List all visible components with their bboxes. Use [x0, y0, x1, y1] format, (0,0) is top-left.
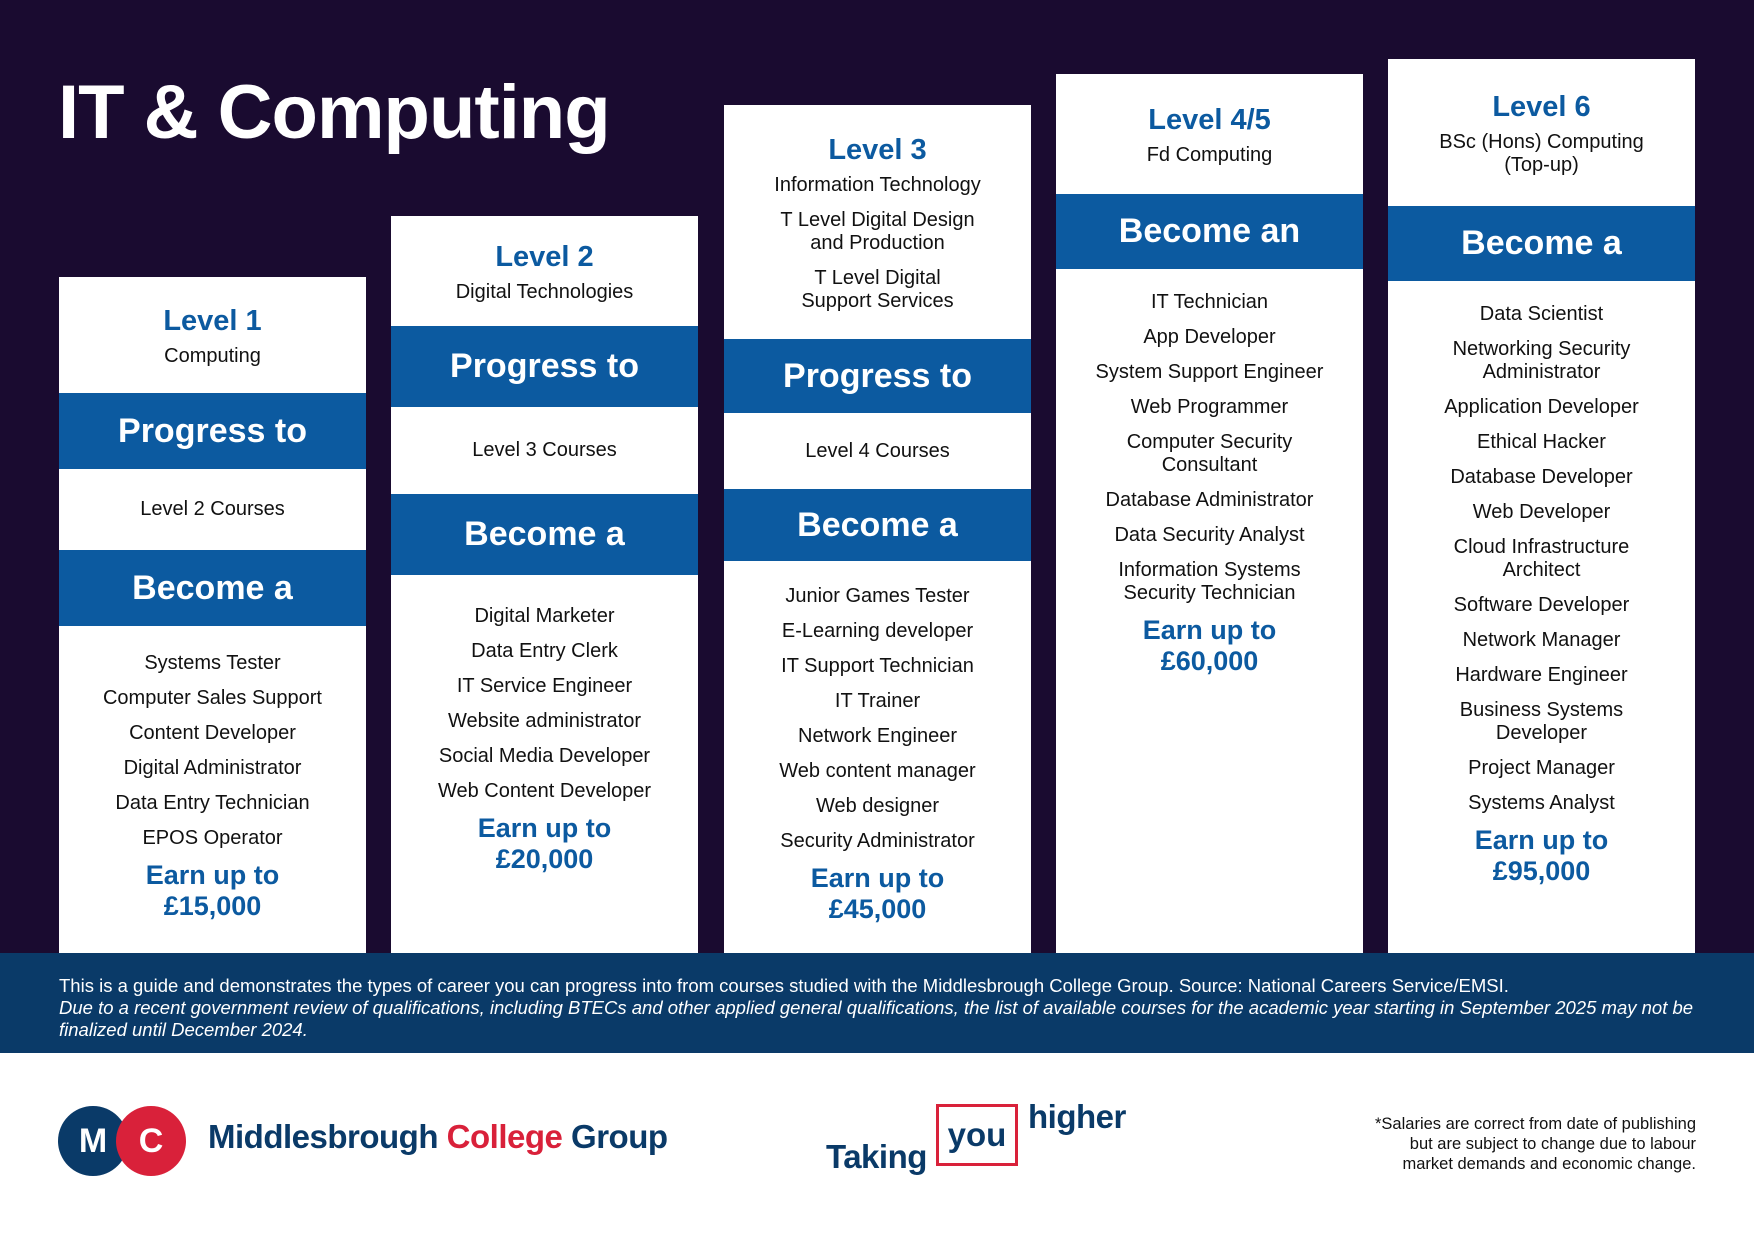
earn-label: Earn up to	[1474, 825, 1609, 855]
tagline-taking: Taking	[826, 1138, 927, 1175]
qualification: BSc (Hons) Computing (Top-up)	[1439, 130, 1644, 176]
job-title: App Developer	[1143, 326, 1276, 348]
job-title: IT Technician	[1150, 291, 1269, 313]
become-a-band: Become a	[1388, 206, 1695, 281]
qualification-list	[164, 339, 261, 368]
job-title: IT Service Engineer	[456, 675, 633, 697]
progress-to-band: Progress to	[724, 339, 1031, 413]
earn-value: £45,000	[828, 894, 927, 924]
become-a-band: Become a	[59, 550, 366, 626]
qualification-list	[1439, 125, 1644, 177]
job-title: Web Developer	[1472, 501, 1611, 523]
job-title: Website administrator	[447, 710, 642, 732]
column-header	[724, 105, 1031, 339]
info-footer	[0, 953, 1754, 1053]
guide-note: This is a guide and demonstrates the types of career you can progress into from courses studied with the Middlesbrough College Group. Source: National Careers Service/EMSI.	[59, 975, 1509, 996]
job-title: System Support Engineer	[1095, 361, 1324, 383]
college-name-part: College	[446, 1118, 563, 1155]
column-header	[391, 216, 698, 326]
college-name-part: Middlesbrough	[208, 1118, 447, 1155]
salary-disclaimer: *Salaries are correct from date of publishing but are subject to change due to labour market demands and economic change.	[1375, 1115, 1696, 1173]
job-title: IT Trainer	[834, 690, 921, 712]
column-header	[1056, 74, 1363, 194]
job-title: Data Security Analyst	[1114, 524, 1305, 546]
qualification: Digital Technologies	[455, 280, 634, 303]
become-a-band: Become a	[391, 494, 698, 575]
qualification: T Level Digital Design and Production	[780, 208, 975, 254]
job-title: Content Developer	[129, 722, 296, 744]
level-1-column	[59, 277, 366, 953]
earn-value: £15,000	[163, 891, 262, 921]
job-title: Digital Marketer	[474, 605, 615, 627]
tagline-you: you	[936, 1104, 1018, 1166]
job-title: Systems Analyst	[1468, 792, 1615, 814]
job-title: Database Developer	[1450, 466, 1633, 488]
next-level-courses: Level 2 Courses	[140, 498, 285, 520]
job-title: Junior Games Tester	[785, 585, 970, 607]
job-title: Cloud Infrastructure Architect	[1453, 536, 1630, 581]
job-title: Network Engineer	[798, 725, 957, 747]
job-title: Network Manager	[1462, 629, 1621, 651]
level-title: Level 6	[1492, 90, 1591, 123]
job-title: IT Support Technician	[781, 655, 974, 677]
next-level-courses: Level 3 Courses	[472, 439, 617, 461]
job-title: Business Systems Developer	[1459, 699, 1624, 744]
job-title: Systems Tester	[144, 652, 281, 674]
earn-value: £95,000	[1492, 856, 1591, 886]
qualification-review-note: Due to a recent government review of qualifications, including BTECs and other applied general qualifications, the list of available courses for the academic year starting in September 2025 may not be finalized until December 2024.	[59, 997, 1694, 1040]
qualification: T Level Digital Support Services	[801, 266, 954, 312]
job-list	[391, 575, 698, 875]
level-6-column	[1388, 59, 1695, 953]
job-list	[59, 626, 366, 922]
college-name-part: Group	[562, 1118, 668, 1155]
qualification: Computing	[164, 344, 261, 367]
job-title: Software Developer	[1453, 594, 1630, 616]
job-title: Data Entry Technician	[115, 792, 310, 814]
job-title: Social Media Developer	[438, 745, 651, 767]
level-title: Level 2	[495, 240, 594, 273]
qualification: Fd Computing	[1146, 143, 1273, 166]
job-list	[724, 561, 1031, 925]
job-title: Web content manager	[779, 760, 976, 782]
job-title: Digital Administrator	[123, 757, 302, 779]
job-title: Web Programmer	[1130, 396, 1289, 418]
become-an-band: Become an	[1056, 194, 1363, 269]
logo-c-circle: C	[116, 1106, 186, 1176]
progress-to-band: Progress to	[391, 326, 698, 407]
level-title: Level 3	[828, 133, 927, 166]
tagline-higher: higher	[1028, 1098, 1126, 1135]
job-title: Networking Security Administrator	[1452, 338, 1631, 383]
level-title: Level 4/5	[1148, 103, 1271, 136]
level-title: Level 1	[163, 304, 262, 337]
logo-m-circle: M	[58, 1106, 128, 1176]
column-header	[59, 277, 366, 393]
qualification-list	[774, 168, 980, 313]
qualification-list	[1147, 138, 1273, 167]
job-title: Project Manager	[1468, 757, 1615, 779]
become-a-band: Become a	[724, 489, 1031, 561]
college-name	[208, 1118, 668, 1156]
job-title: Database Administrator	[1105, 489, 1314, 511]
job-title: E-Learning developer	[781, 620, 974, 642]
progress-to-band: Progress to	[59, 393, 366, 469]
job-title: Data Entry Clerk	[471, 640, 618, 662]
job-title: Security Administrator	[780, 830, 975, 852]
earn-label: Earn up to	[145, 860, 280, 890]
earn-label: Earn up to	[810, 863, 945, 893]
job-title: Application Developer	[1444, 396, 1639, 418]
level-4-5-column	[1056, 74, 1363, 953]
qualification-list	[456, 275, 634, 304]
job-title: Web Content Developer	[437, 780, 652, 802]
job-title: Computer Sales Support	[102, 687, 322, 709]
qualification: Information Technology	[774, 173, 981, 196]
job-list	[1388, 281, 1695, 887]
job-title: Data Scientist	[1479, 303, 1604, 325]
level-2-column	[391, 216, 698, 953]
level-3-column	[724, 105, 1031, 953]
next-level-courses: Level 4 Courses	[805, 439, 950, 462]
job-title: Computer Security Consultant	[1126, 431, 1293, 476]
college-logo-mark	[58, 1106, 186, 1176]
job-list	[1056, 269, 1363, 677]
job-title: Hardware Engineer	[1455, 664, 1628, 686]
earn-value: £20,000	[495, 844, 594, 874]
job-title: Ethical Hacker	[1477, 431, 1606, 453]
earn-label: Earn up to	[477, 813, 612, 843]
earn-value: £60,000	[1160, 646, 1259, 676]
job-title: Web designer	[815, 795, 940, 817]
page-title: IT & Computing	[58, 70, 610, 155]
earn-label: Earn up to	[1142, 615, 1277, 645]
job-title: Information Systems Security Technician	[1118, 559, 1301, 604]
column-header	[1388, 59, 1695, 206]
job-title: EPOS Operator	[142, 827, 283, 849]
